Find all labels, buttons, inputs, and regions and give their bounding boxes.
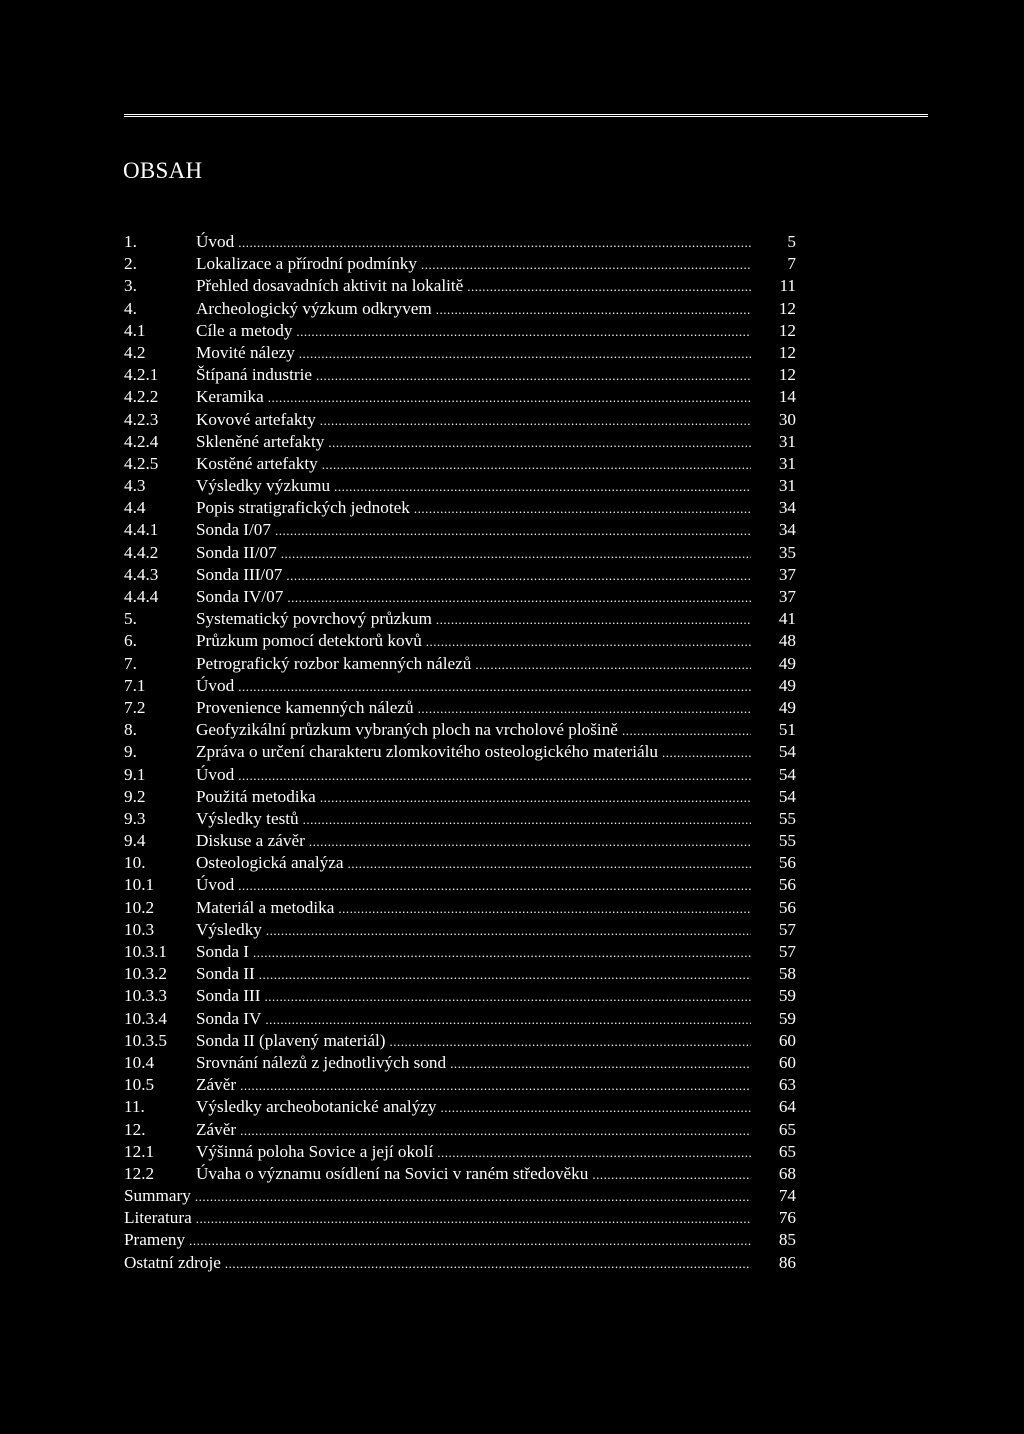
toc-entry-text [124,1252,751,1275]
toc-entry-title: Přehled dosavadních aktivit na lokalitě [196,276,464,296]
toc-entry[interactable] [124,1074,796,1096]
toc-entry-page: 55 [778,808,796,828]
toc-entry-page: 58 [778,964,796,984]
toc-dot-leader [418,698,751,720]
toc-entry-page: 12 [778,342,796,362]
toc-entry-title: Sonda IV/07 [196,587,284,606]
toc-dot-leader [281,543,751,565]
toc-entry-number: 4. [124,298,137,318]
toc-dot-leader [316,365,751,387]
toc-entry[interactable] [124,564,796,586]
toc-entry-number: 4.4.3 [124,564,159,584]
toc-entry-page: 74 [778,1186,796,1206]
toc-entry-page: 59 [778,1008,796,1028]
toc-entry[interactable] [124,364,796,386]
toc-entry-title: Lokalizace a přírodní podmínky [196,254,417,274]
toc-entry-title: Závěr [196,1075,237,1095]
toc-entry-number: 12.2 [124,1163,155,1183]
toc-entry-number: 9.4 [124,831,146,851]
toc-entry[interactable] [124,1052,796,1074]
toc-entry-text [196,364,751,387]
toc-entry-number: 7. [124,653,137,673]
toc-entry-title: Keramika [196,387,264,407]
toc-entry-text [196,564,751,587]
toc-dot-leader [662,742,751,764]
toc-entry-number: 10.2 [124,897,155,917]
toc-entry-number: 9.1 [124,764,146,784]
toc-entry[interactable] [124,1030,796,1052]
toc-entry-title: Štípaná industrie [196,365,312,385]
toc-entry-text [196,630,751,653]
toc-entry-page: 65 [778,1119,796,1139]
toc-entry-page: 37 [778,564,796,584]
toc-dot-leader [309,831,751,853]
toc-entry-text [196,874,751,897]
toc-entry-text [196,1141,751,1164]
toc-entry-text [196,320,751,343]
toc-entry-page: 56 [778,853,796,873]
toc-entry-title: Výsledky [196,919,262,939]
toc-entry-number: 10.3.1 [124,942,167,961]
toc-entry-number: 9. [124,742,137,762]
toc-entry-page: 31 [778,476,796,496]
toc-entry-number: 4.2.3 [124,409,159,429]
toc-entry-number: 10. [124,853,146,873]
toc-entry-number: 4.2.5 [124,453,159,473]
toc-entry[interactable] [124,630,796,652]
toc-dot-leader [240,1075,751,1097]
toc-dot-leader [238,232,751,254]
toc-entry-page: 60 [778,1052,796,1072]
toc-dot-leader [320,410,751,432]
toc-entry-text [196,542,751,565]
toc-entry-title: Sonda II (plavený materiál) [196,1030,386,1050]
toc-entry-title: Literatura [124,1208,192,1228]
toc-entry-text [196,719,751,742]
toc-dot-leader [196,1208,751,1230]
toc-entry-text [196,1030,751,1053]
toc-dot-leader [238,676,751,698]
toc-entry-number: 4.2.1 [124,365,159,385]
toc-entry-number: 10.3.3 [124,986,167,1006]
toc-entry-page: 49 [778,675,796,695]
toc-entry-page: 54 [778,764,796,784]
toc-entry-page: 60 [778,1030,796,1050]
toc-entry-page: 14 [778,387,796,407]
toc-entry[interactable] [124,1207,796,1229]
toc-entry-number: 2. [124,254,137,274]
toc-entry[interactable] [124,697,796,719]
toc-entry-page: 68 [778,1163,796,1183]
toc-dot-leader [264,986,751,1008]
toc-entry-text [196,897,751,920]
toc-entry-page: 86 [778,1252,796,1272]
toc-entry-number: 12.1 [124,1141,155,1161]
toc-dot-leader [266,920,751,942]
toc-entry[interactable] [124,1229,796,1251]
toc-entry-text [196,231,751,254]
toc-entry-number: 12. [124,1119,146,1139]
toc-entry-page: 12 [778,365,796,385]
toc-dot-leader [238,765,751,787]
toc-dot-leader [441,1097,751,1119]
toc-entry-number: 5. [124,609,137,629]
toc-entry-page: 34 [778,498,796,518]
toc-entry-title: Popis stratigrafických jednotek [196,498,410,518]
toc-dot-leader [347,853,751,875]
toc-entry-text [196,675,751,698]
toc-entry-title: Použitá metodika [196,786,316,806]
toc-entry-title: Sonda I/07 [196,520,271,540]
toc-entry-number: 4.2.4 [124,431,159,451]
toc-entry-title: Ostatní zdroje [124,1252,221,1272]
toc-entry-text [196,830,751,853]
toc-entry-title: Výsledky archeobotanické analýzy [196,1097,437,1117]
toc-entry[interactable] [124,1141,796,1163]
toc-entry-text [196,741,751,764]
toc-entry[interactable] [124,608,796,630]
toc-dot-leader [253,942,751,964]
toc-entry-number: 4.2 [124,342,146,362]
toc-entry-text [196,1074,751,1097]
toc-entry-page: 64 [778,1097,796,1117]
toc-entry-page: 34 [778,520,796,540]
toc-entry-title: Sonda II [196,964,255,984]
toc-entry[interactable] [124,719,796,741]
toc-dot-leader [437,1142,751,1164]
toc-entry-title: Geofyzikální průzkum vybraných ploch na vrcholové plošině [196,720,618,740]
toc-dot-leader [622,720,751,742]
toc-dot-leader [328,432,751,454]
toc-dot-leader [338,898,751,920]
toc-entry[interactable] [124,342,796,364]
toc-entry[interactable] [124,1185,796,1207]
toc-entry-number: 9.2 [124,786,146,806]
toc-entry-text [124,1185,751,1208]
toc-dot-leader [414,498,751,520]
toc-entry-number: 8. [124,720,137,740]
toc-entry-number: 10.4 [124,1052,155,1072]
toc-entry[interactable] [124,830,796,852]
toc-entry-text [196,963,751,986]
toc-entry-title: Provenience kamenných nálezů [196,697,414,717]
toc-entry-title: Zpráva o určení charakteru zlomkovitého osteologického materiálu [196,742,658,762]
toc-entry[interactable] [124,431,796,453]
toc-entry-title: Petrografický rozbor kamenných nálezů [196,653,472,673]
toc-entry-text [196,1096,751,1119]
toc-entry-number: 4.3 [124,476,146,496]
toc-dot-leader [195,1186,751,1208]
toc-entry[interactable] [124,852,796,874]
toc-dot-leader [436,609,751,631]
toc-entry-page: 48 [778,631,796,651]
toc-entry-page: 56 [778,897,796,917]
toc-entry-title: Úvod [196,232,235,251]
toc-entry-text [196,342,751,365]
toc-entry-text [196,409,751,432]
toc-entry[interactable] [124,741,796,763]
toc-entry[interactable] [124,586,796,608]
toc-dot-leader [303,809,751,831]
toc-entry-page: 31 [778,431,796,451]
toc-entry-text [196,1052,751,1075]
toc-entry-number: 10.3.4 [124,1008,167,1028]
toc-entry[interactable] [124,1096,796,1118]
toc-entry-page: 30 [778,409,796,429]
toc-entry-page: 37 [778,587,796,606]
toc-entry-title: Úvaha o významu osídlení na Sovici v raném středověku [196,1163,589,1183]
toc-entry-title: Sonda II/07 [196,542,277,562]
toc-entry-text [196,453,751,476]
toc-entry-page: 5 [787,232,796,251]
toc-entry-text [196,608,751,631]
toc-entry-number: 4.4.4 [124,587,159,606]
toc-entry[interactable] [124,764,796,786]
toc-dot-leader [225,1253,751,1275]
toc-entry-title: Kostěné artefakty [196,453,318,473]
page-title: OBSAH [123,158,203,183]
toc-entry-page: 51 [778,720,796,740]
toc-entry-number: 4.4.1 [124,520,159,540]
toc-entry-title: Systematický povrchový průzkum [196,609,432,629]
toc-entry[interactable] [124,231,796,253]
toc-entry-text [196,497,751,520]
toc-dot-leader [450,1053,751,1075]
toc-entry[interactable] [124,409,796,431]
toc-entry-text [196,386,751,409]
toc-entry-page: 12 [778,298,796,318]
toc-entry[interactable] [124,253,796,275]
toc-entry-number: 7.1 [124,675,146,695]
toc-entry[interactable] [124,519,796,541]
toc-entry-text [196,1119,751,1142]
toc-dot-leader [240,1120,751,1142]
toc-entry-title: Kovové artefakty [196,409,316,429]
toc-dot-leader [268,387,751,409]
toc-entry-title: Úvod [196,875,235,895]
toc-entry[interactable] [124,963,796,985]
toc-entry-text [196,1008,751,1031]
toc-entry-title: Výsledky testů [196,808,299,828]
toc-entry-page: 11 [779,276,796,296]
toc-entry-number: 1. [124,232,137,251]
toc-entry-page: 59 [778,986,796,1006]
toc-entry-number: 10.3.2 [124,964,167,984]
toc-entry-number: 4.4 [124,498,146,518]
toc-entry-page: 57 [778,919,796,939]
toc-entry[interactable] [124,874,796,896]
toc-dot-leader [286,565,751,587]
toc-entry-title: Diskuse a závěr [196,831,305,851]
toc-entry-title: Prameny [124,1230,186,1250]
toc-entry[interactable] [124,542,796,564]
toc-entry[interactable] [124,497,796,519]
toc-entry[interactable] [124,320,796,342]
toc-entry-title: Cíle a metody [196,320,293,340]
toc-entry-page: 85 [778,1230,796,1250]
toc-entry-number: 4.2.2 [124,387,159,407]
toc-entry-page: 41 [778,609,796,629]
toc-dot-leader [426,631,751,653]
toc-entry-page: 54 [778,742,796,762]
toc-entry-title: Srovnání nálezů z jednotlivých sond [196,1052,447,1072]
toc-entry-title: Materiál a metodika [196,897,335,917]
toc-entry[interactable] [124,453,796,475]
toc-entry-number: 4.4.2 [124,542,159,562]
toc-entry-number: 6. [124,631,137,651]
toc-entry-text [196,475,751,498]
toc-entry[interactable] [124,985,796,1007]
toc-entry-page: 57 [778,942,796,961]
toc-entry-page: 55 [778,831,796,851]
toc-dot-leader [259,964,751,986]
toc-entry-page: 31 [778,453,796,473]
toc-entry-number: 11. [124,1097,145,1117]
toc-entry-text [196,919,751,942]
toc-dot-leader [421,254,751,276]
toc-entry-text [196,275,751,298]
toc-entry-text [196,431,751,454]
toc-entry-text [196,852,751,875]
toc-dot-leader [389,1031,751,1053]
toc-entry[interactable] [124,275,796,297]
toc-entry-title: Výsledky výzkumu [196,476,331,496]
toc-entry[interactable] [124,386,796,408]
toc-entry-title: Úvod [196,764,235,784]
toc-entry-text [196,1163,751,1186]
toc-entry-page: 65 [778,1141,796,1161]
toc-entry[interactable] [124,919,796,941]
toc-entry-page: 35 [778,542,796,562]
toc-entry-title: Sonda III [196,986,261,1006]
toc-entry-text [196,586,751,609]
toc-entry-title: Movité nálezy [196,342,295,362]
toc-entry-page: 49 [778,697,796,717]
toc-entry-page: 54 [778,786,796,806]
toc-entry-title: Sonda IV [196,1008,262,1028]
toc-entry-text [196,253,751,276]
toc-entry-title: Sonda I [196,942,249,961]
toc-dot-leader [296,321,751,343]
toc-dot-leader [265,1009,751,1031]
toc-entry[interactable] [124,1008,796,1030]
toc-entry-title: Archeologický výzkum odkryvem [196,298,432,318]
table-of-contents [124,231,796,1274]
toc-dot-leader [475,654,751,676]
toc-dot-leader [467,276,751,298]
toc-entry-text [196,941,751,964]
toc-entry-page: 49 [778,653,796,673]
toc-entry[interactable] [124,1119,796,1141]
toc-entry-title: Průzkum pomocí detektorů kovů [196,631,422,651]
top-rule [124,114,928,117]
toc-entry-page: 56 [778,875,796,895]
toc-entry-number: 10.3 [124,919,155,939]
toc-entry-page: 63 [778,1075,796,1095]
toc-dot-leader [334,476,751,498]
toc-entry-text [196,519,751,542]
toc-entry-text [196,764,751,787]
toc-entry-number: 7.2 [124,697,146,717]
toc-entry-text [196,985,751,1008]
toc-entry[interactable] [124,941,796,963]
toc-entry[interactable] [124,653,796,675]
toc-entry-number: 4.1 [124,320,146,340]
toc-entry-number: 10.5 [124,1075,155,1095]
toc-entry[interactable] [124,1163,796,1185]
toc-entry[interactable] [124,897,796,919]
toc-entry-page: 7 [787,254,796,274]
toc-dot-leader [299,343,751,365]
toc-entry-title: Sonda III/07 [196,564,283,584]
toc-dot-leader [287,587,751,609]
toc-entry-title: Osteologická analýza [196,853,344,873]
toc-entry-title: Skleněné artefakty [196,431,325,451]
toc-entry-text [196,653,751,676]
toc-entry-number: 9.3 [124,808,146,828]
toc-entry-text [196,786,751,809]
toc-entry[interactable] [124,298,796,320]
toc-entry-text [124,1207,751,1230]
toc-entry-title: Výšinná poloha Sovice a její okolí [196,1141,434,1161]
toc-entry-text [196,808,751,831]
toc-dot-leader [436,299,751,321]
toc-entry-number: 3. [124,276,137,296]
toc-entry-title: Závěr [196,1119,237,1139]
toc-entry-title: Summary [124,1186,191,1206]
toc-dot-leader [592,1164,751,1186]
toc-entry-page: 76 [778,1208,796,1228]
toc-entry[interactable] [124,1252,796,1274]
toc-entry-text [196,697,751,720]
toc-entry-number: 10.1 [124,875,155,895]
toc-entry-text [124,1229,751,1252]
toc-entry-page: 12 [778,320,796,340]
toc-dot-leader [238,875,751,897]
toc-dot-leader [320,787,751,809]
toc-entry[interactable] [124,675,796,697]
toc-dot-leader [275,520,751,542]
toc-entry[interactable] [124,786,796,808]
toc-dot-leader [322,454,751,476]
toc-entry[interactable] [124,808,796,830]
toc-entry-text [196,298,751,321]
toc-dot-leader [189,1230,751,1252]
toc-entry-number: 10.3.5 [124,1030,167,1050]
toc-entry[interactable] [124,475,796,497]
toc-entry-title: Úvod [196,675,235,695]
